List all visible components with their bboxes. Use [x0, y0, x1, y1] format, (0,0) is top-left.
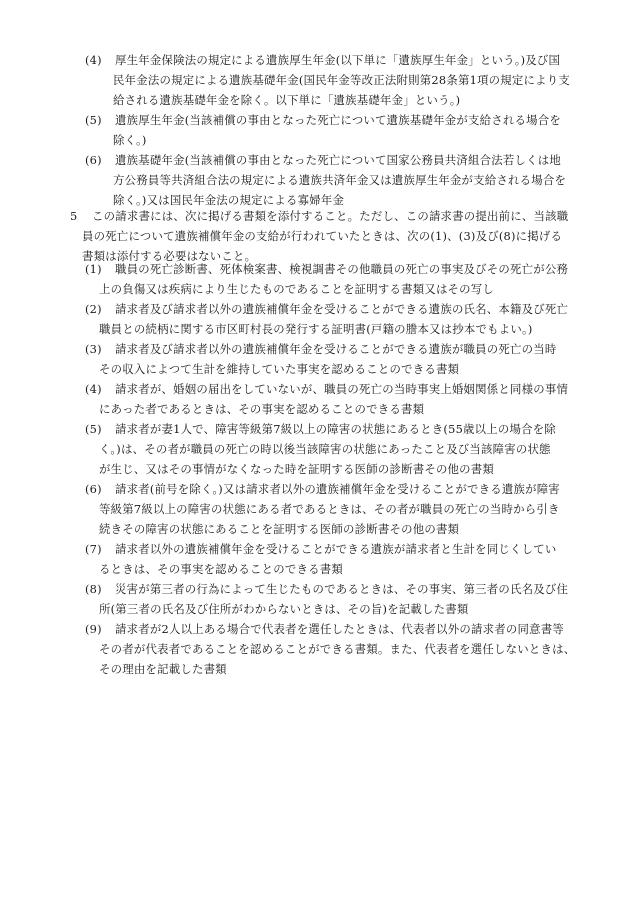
- list-item: [85, 539, 584, 579]
- item-text: 民年金法の規定による遺族基礎年金(国民年金等改正法附則第28条第1項の規定により支: [113, 73, 570, 87]
- item-text: 方公務員等共済組合法の規定による遺族共済年金又は遺族厚生年金が支給される場合を: [113, 173, 567, 187]
- item-text: 請求者及び請求者以外の遺族補償年金を受けることができる遺族の氏名、本籍及び死亡: [115, 302, 569, 316]
- list-item: [85, 299, 584, 339]
- item-number: (9): [85, 622, 102, 636]
- item-text: その収入によつて生計を維持していた事実を認めることのできる書類: [99, 362, 460, 376]
- item-text: 除く。)又は国民年金法の規定による寡婦年金: [113, 193, 345, 207]
- item-text: 所(第三者の氏名及び住所がわからないときは、その旨)を記載した書類: [99, 602, 469, 616]
- item-text: が生じ、又はその事情がなくなった時を証明する医師の診断書その他の書類: [99, 462, 495, 476]
- item-text: 請求者(前号を除く。)又は請求者以外の遺族補償年金を受けることができる遺族が障害: [115, 482, 560, 496]
- item-text: 厚生年金保険法の規定による遺族厚生年金(以下単に「遺族厚生年金」という。)及び国: [115, 53, 561, 67]
- item-number: (4): [85, 382, 102, 396]
- item-text: 請求者が妻1人で、障害等級第7級以上の障害の状態にあるとき(55歳以上の場合を除: [115, 422, 556, 436]
- item-number: (6): [85, 482, 102, 496]
- list-item: [85, 339, 584, 379]
- item-text: 請求者が2人以上ある場合で代表者を選任したときは、代表者以外の請求者の同意書等: [115, 622, 564, 636]
- item-text: く。)は、その者が職員の死亡の時以後当該障害の状態にあったこと及び当該障害の状態: [99, 442, 551, 456]
- item-number: (5): [85, 113, 102, 127]
- item-number: (8): [85, 582, 102, 596]
- item-text: 職員との続柄に関する市区町村長の発行する証明書(戸籍の謄本又は抄本でもよい。): [99, 322, 533, 336]
- list-item: [85, 479, 584, 539]
- section-text: この請求書には、次に掲げる書類を添付すること。ただし、この請求書の提出前に、当該職: [92, 209, 569, 223]
- item-text: 遺族基礎年金(当該補償の事由となった死亡について国家公務員共済組合法若しくは地: [115, 153, 561, 167]
- item-text: 災害が第三者の行為によって生じたものであるときは、その事実、第三者の氏名及び住: [115, 582, 569, 596]
- item-text: るときは、その事実を認めることのできる書類: [99, 562, 343, 576]
- attachment-list: [0, 259, 630, 679]
- item-text: 等級第7級以上の障害の状態にある者であるときは、その者が職員の死亡の当時から引き: [99, 502, 560, 516]
- item-text: 請求者及び請求者以外の遺族補償年金を受けることができる遺族が職員の死亡の当時: [115, 342, 557, 356]
- item-text: 請求者以外の遺族補償年金を受けることができる遺族が請求者と生計を同じくしてい: [115, 542, 557, 556]
- item-text: その理由を記載した書類: [99, 662, 227, 676]
- section-number: 5: [70, 209, 78, 223]
- section-text: 員の死亡について遺族補償年金の支給が行われていたときは、次の(1)、(3)及び(8)に掲げる: [82, 229, 563, 243]
- item-number: (1): [85, 262, 102, 276]
- section-text: 書類は添付する必要はないこと。: [82, 249, 257, 263]
- item-text: 給される遺族基礎年金を除く。以下単に「遺族基礎年金」という。): [113, 93, 461, 107]
- item-text: 請求者が、婚姻の届出をしていないが、職員の死亡の当時事実上婚姻関係と同様の事情: [115, 382, 569, 396]
- list-item: [85, 419, 584, 479]
- item-text: その者が代表者であることを認めることができる書類。また、代表者を選任しないときは、: [99, 642, 576, 656]
- list-item: [85, 259, 584, 299]
- list-item: [85, 110, 584, 150]
- list-item: [85, 150, 584, 210]
- item-text: 続きその障害の状態にあることを証明する医師の診断書その他の書類: [99, 522, 460, 536]
- item-number: (3): [85, 342, 102, 356]
- item-number: (7): [85, 542, 102, 556]
- item-number: (6): [85, 153, 102, 167]
- item-number: (4): [85, 53, 102, 67]
- list-item: [85, 619, 584, 679]
- list-item: [85, 50, 584, 110]
- list-item: [85, 579, 584, 619]
- item-text: にあった者であるときは、その事実を認めることのできる書類: [99, 402, 425, 416]
- item-number: (2): [85, 302, 102, 316]
- item-text: 上の負傷又は疾病により生じたものであることを証明する書類又はその写し: [99, 282, 495, 296]
- item-text: 職員の死亡診断書、死体検案書、検視調書その他職員の死亡の事実及びその死亡が公務: [115, 262, 569, 276]
- list-item: [85, 379, 584, 419]
- item-text: 除く。): [113, 133, 147, 147]
- item-text: 遺族厚生年金(当該補償の事由となった死亡について遺族基礎年金が支給される場合を: [115, 113, 561, 127]
- section-5: [70, 206, 584, 266]
- item-number: (5): [85, 422, 102, 436]
